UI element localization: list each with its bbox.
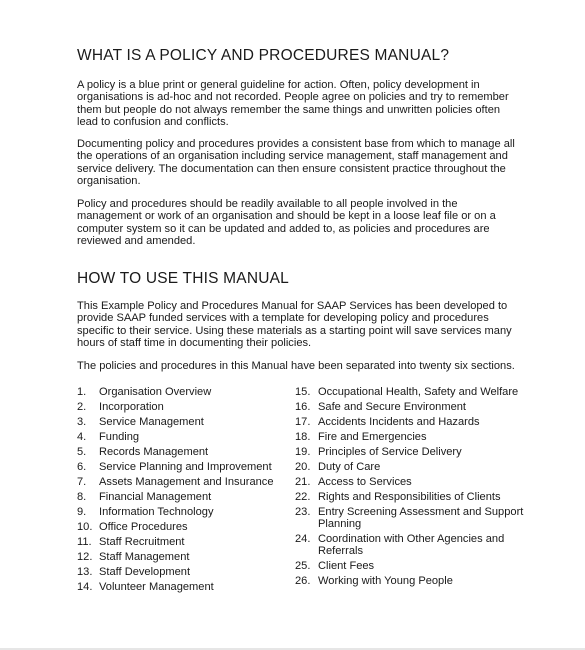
list-item-number: 12. xyxy=(77,550,93,563)
list-item xyxy=(295,461,525,473)
list-item xyxy=(77,506,297,518)
list-item-number: 4. xyxy=(77,430,87,443)
list-item xyxy=(77,416,297,428)
list-item xyxy=(77,386,297,398)
section-heading-what-is: WHAT IS A POLICY AND PROCEDURES MANUAL? xyxy=(77,47,450,64)
list-item-label: Safe and Secure Environment xyxy=(318,400,467,413)
paragraph-sections-intro: The policies and procedures in this Manual have been separated into twenty six sections. xyxy=(77,360,515,372)
list-item-label: Financial Management xyxy=(99,490,212,503)
list-item-number: 9. xyxy=(77,505,87,518)
list-item-label: Rights and Responsibilities of Clients xyxy=(318,490,501,503)
list-item xyxy=(77,581,297,593)
list-item-label: Entry Screening Assessment and Support Planning xyxy=(318,505,524,531)
list-item-number: 21. xyxy=(295,475,311,488)
list-item xyxy=(77,551,297,563)
list-item xyxy=(77,401,297,413)
list-item-number: 22. xyxy=(295,490,311,503)
list-item-number: 23. xyxy=(295,505,311,518)
list-item-label: Organisation Overview xyxy=(99,386,212,398)
list-item-number: 17. xyxy=(295,415,311,428)
list-item-number: 3. xyxy=(77,415,87,428)
list-item-label: Principles of Service Delivery xyxy=(318,445,462,458)
paragraph-manual-purpose: This Example Policy and Procedures Manual for SAAP Services has been developed to provide SAAP funded services with a template for developing policy and procedures specific to their service. Using these materials as a starting point will save services many hours of staff time in documenting their policies. xyxy=(77,300,512,349)
list-item xyxy=(295,560,525,572)
list-item xyxy=(77,461,297,473)
list-item-number: 15. xyxy=(295,386,311,398)
list-item-label: Client Fees xyxy=(318,560,375,573)
list-item xyxy=(295,416,525,428)
list-item-number: 20. xyxy=(295,460,311,473)
list-item xyxy=(295,506,525,531)
list-item-number: 14. xyxy=(77,580,93,593)
list-item xyxy=(295,575,525,587)
list-item-number: 13. xyxy=(77,565,93,578)
list-item-number: 18. xyxy=(295,430,311,443)
sections-list-left xyxy=(77,386,297,596)
list-item-label: Accidents Incidents and Hazards xyxy=(318,415,480,428)
list-item-number: 5. xyxy=(77,445,87,458)
list-item-label: Incorporation xyxy=(99,400,164,413)
list-item xyxy=(77,566,297,578)
list-item xyxy=(77,446,297,458)
list-item xyxy=(77,521,297,533)
list-item-label: Service Management xyxy=(99,415,204,428)
list-item-label: Information Technology xyxy=(99,505,214,518)
list-item-number: 26. xyxy=(295,575,311,588)
list-item-number: 16. xyxy=(295,400,311,413)
list-item-number: 11. xyxy=(77,535,92,548)
list-item xyxy=(295,476,525,488)
list-item xyxy=(295,401,525,413)
list-item xyxy=(295,533,525,558)
list-item xyxy=(77,476,297,488)
list-item-label: Coordination with Other Agencies and Referrals xyxy=(318,533,505,558)
list-item xyxy=(295,431,525,443)
list-item-label: Staff Development xyxy=(99,565,191,578)
paragraph-documenting-policy: Documenting policy and procedures provides a consistent base from which to manage all the operations of an organisation including service management, staff management and service delivery. The documentation can then ensure consistent practice throughout the organisation. xyxy=(77,138,515,187)
list-item xyxy=(77,491,297,503)
list-item-number: 24. xyxy=(295,533,311,546)
list-item-number: 1. xyxy=(77,386,87,398)
list-item-number: 10. xyxy=(77,520,93,533)
list-item xyxy=(295,386,525,398)
paragraph-availability: Policy and procedures should be readily available to all people involved in the management or work of an organisation and should be kept in a loose leaf file or on a computer system so it can be updated and added to, as policies and procedures are reviewed and amended. xyxy=(77,198,496,247)
list-item-label: Records Management xyxy=(99,445,209,458)
list-item-number: 25. xyxy=(295,560,311,573)
list-item xyxy=(295,491,525,503)
list-item-label: Fire and Emergencies xyxy=(318,430,427,443)
list-item xyxy=(77,431,297,443)
list-item-label: Working with Young People xyxy=(318,575,453,588)
list-item-label: Assets Management and Insurance xyxy=(99,475,274,488)
list-item-label: Staff Management xyxy=(99,550,190,563)
list-item-number: 2. xyxy=(77,400,87,413)
list-item-label: Office Procedures xyxy=(99,520,188,533)
section-heading-how-to-use: HOW TO USE THIS MANUAL xyxy=(77,270,289,287)
list-item-label: Access to Services xyxy=(318,475,412,488)
list-item xyxy=(77,536,297,548)
list-item-label: Volunteer Management xyxy=(99,580,214,593)
list-item-label: Service Planning and Improvement xyxy=(99,460,272,473)
list-item-number: 19. xyxy=(295,445,311,458)
list-item-number: 8. xyxy=(77,490,87,503)
sections-list-right xyxy=(295,386,525,590)
paragraph-policy-definition: A policy is a blue print or general guideline for action. Often, policy development in organisations is ad-hoc and not recorded. People agree on policies and try to remember them but people do not always remember the same things and unwritten policies often lead to confusion and conflicts. xyxy=(77,79,509,128)
list-item-number: 6. xyxy=(77,460,87,473)
list-item-number: 7. xyxy=(77,475,87,488)
list-item xyxy=(295,446,525,458)
list-item-label: Occupational Health, Safety and Welfare xyxy=(318,386,519,398)
list-item-label: Staff Recruitment xyxy=(99,535,185,548)
list-item-label: Funding xyxy=(99,430,140,443)
list-item-label: Duty of Care xyxy=(318,460,381,473)
